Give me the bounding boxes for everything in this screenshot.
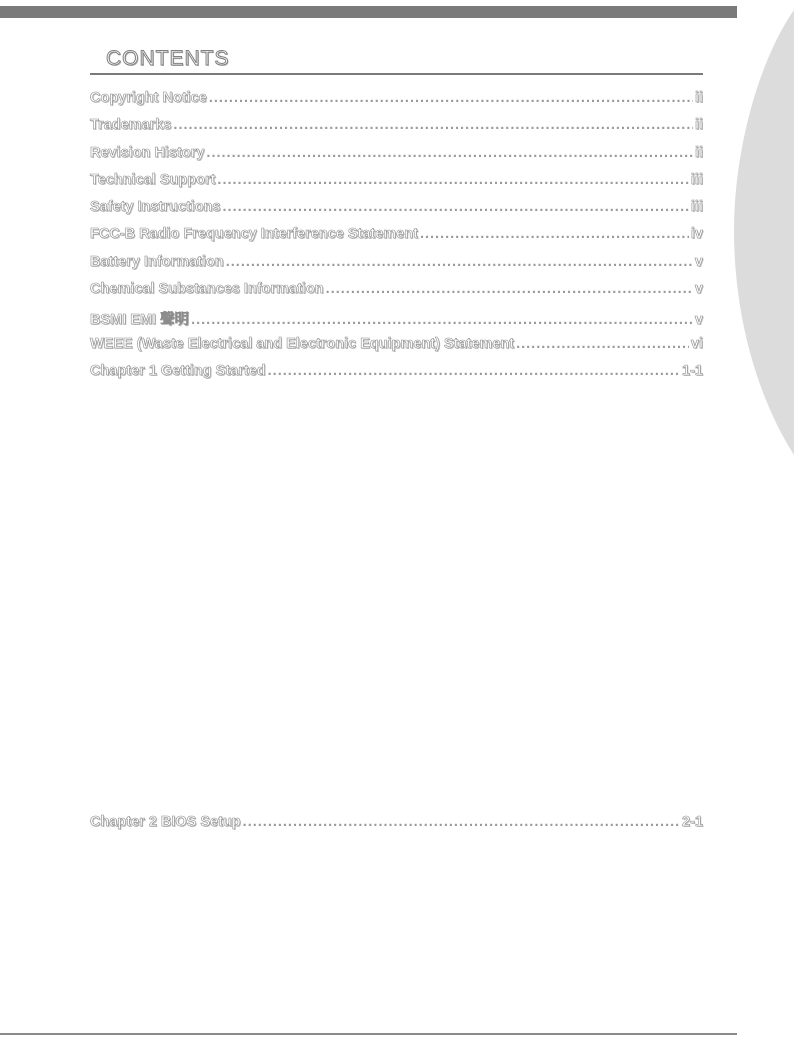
toc-entry-title: Technical Support	[90, 171, 216, 188]
footer-rule	[0, 1033, 737, 1035]
dot-leader	[191, 312, 693, 328]
toc-entry-title: Revision History	[90, 144, 205, 161]
toc-entry-title: FCC-B Radio Frequency Interference Statement	[90, 226, 418, 243]
toc-entry-page: ii	[694, 117, 703, 134]
toc-entry[interactable]	[90, 172, 703, 199]
toc-list	[90, 90, 703, 390]
toc-entry-title: Copyright Notice	[90, 90, 207, 106]
page-title: CONTENTS	[106, 47, 230, 70]
dot-leader	[226, 254, 693, 270]
toc-list-chapter-2	[90, 814, 703, 841]
toc-entry[interactable]	[90, 363, 703, 390]
dot-leader	[206, 145, 693, 161]
toc-entry-page: iii	[690, 171, 703, 188]
toc-entry-title: Chemical Substances Information	[90, 281, 324, 298]
toc-entry[interactable]	[90, 336, 703, 363]
toc-entry[interactable]	[90, 281, 703, 308]
dot-leader	[326, 281, 693, 297]
toc-entry[interactable]	[90, 308, 703, 335]
header-bar	[0, 6, 737, 18]
dot-leader	[420, 226, 689, 242]
toc-entry-title: WEEE (Waste Electrical and Electronic Equipment) Statement	[90, 335, 515, 352]
toc-entry-title: BSMI EMI 聲明	[90, 312, 190, 329]
toc-entry[interactable]	[90, 226, 703, 253]
toc-entry-page: ii	[694, 144, 703, 161]
toc-entry-page: 2-1	[682, 814, 703, 830]
toc-entry-page: v	[694, 281, 703, 298]
toc-entry[interactable]	[90, 254, 703, 281]
contents-heading-block	[90, 46, 703, 75]
heading-divider	[90, 73, 703, 75]
toc-entry-title: Chapter 2 BIOS Setup	[90, 814, 241, 830]
toc-entry[interactable]	[90, 814, 703, 841]
toc-entry-page: v	[694, 253, 703, 270]
toc-entry-page: ii	[694, 90, 703, 106]
toc-entry-page: iii	[690, 199, 703, 216]
dot-leader	[268, 363, 680, 379]
dot-leader	[173, 117, 693, 133]
toc-entry[interactable]	[90, 117, 703, 144]
toc-entry-title: Trademarks	[90, 117, 172, 134]
toc-entry[interactable]	[90, 199, 703, 226]
dot-leader	[516, 336, 689, 352]
toc-entry-title: Chapter 1 Getting Started	[90, 362, 266, 379]
toc-entry-title: Battery Information	[90, 253, 224, 270]
toc-entry-page: 1-1	[682, 362, 703, 379]
toc-entry-page: iv	[690, 226, 703, 243]
side-tab	[734, 0, 794, 460]
dot-leader	[223, 199, 689, 215]
toc-entry-page: v	[694, 312, 703, 329]
dot-leader	[209, 90, 693, 106]
dot-leader	[217, 172, 688, 188]
toc-entry-page: vi	[690, 335, 703, 352]
dot-leader	[243, 814, 680, 830]
toc-entry-title: Safety Instructions	[90, 199, 221, 216]
toc-entry[interactable]	[90, 90, 703, 117]
toc-entry[interactable]	[90, 145, 703, 172]
